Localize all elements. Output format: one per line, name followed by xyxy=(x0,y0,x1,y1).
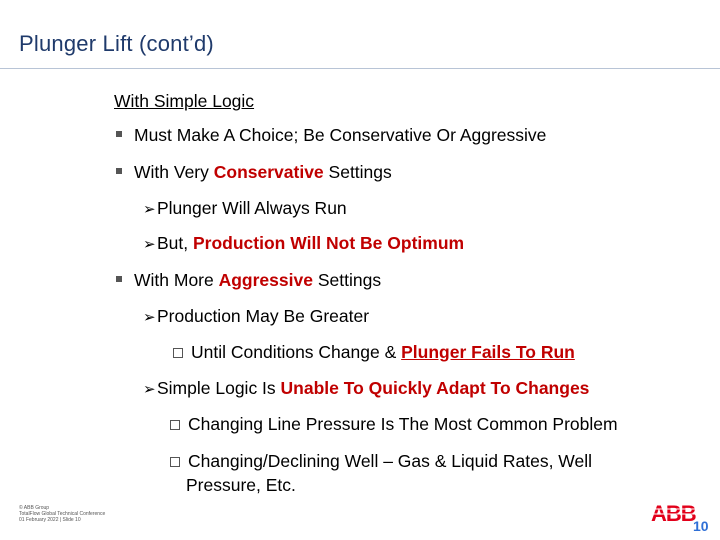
footer-copyright: © ABB Group xyxy=(19,505,50,511)
logo-text: ABB xyxy=(651,503,696,523)
subbullet-emphasis: Production Will Not Be Optimum xyxy=(193,233,465,253)
square-bullet-icon xyxy=(116,168,122,174)
bullet-conservative xyxy=(116,162,392,182)
subbullet-simple-logic xyxy=(143,378,589,400)
checkbox-bullet-icon xyxy=(173,348,183,358)
subsubbullet-text-pre: Until Conditions Change & xyxy=(191,342,402,362)
subbullet-text-pre: Simple Logic Is xyxy=(157,378,281,398)
subsubbullet-line-pressure xyxy=(170,414,618,434)
arrow-bullet-icon: ➢ xyxy=(143,381,156,398)
square-bullet-icon xyxy=(116,131,122,137)
subbullet-always-run xyxy=(143,198,347,220)
checkbox-bullet-icon xyxy=(170,420,180,430)
subbullet-not-optimum xyxy=(143,233,464,255)
section-heading xyxy=(114,91,254,111)
section-heading-text: With Simple Logic xyxy=(114,91,255,111)
subbullet-production-greater xyxy=(143,306,369,328)
subsubbullet-text: Changing/Declining Well – Gas & Liquid Rates, Well xyxy=(188,451,593,471)
bullet-emphasis: Aggressive xyxy=(218,270,313,290)
subbullet-text: Production May Be Greater xyxy=(157,306,370,326)
arrow-bullet-icon: ➢ xyxy=(143,309,156,326)
bullet-text-post: Settings xyxy=(312,270,382,290)
square-bullet-icon xyxy=(116,276,122,282)
bullet-emphasis: Conservative xyxy=(213,162,324,182)
footer-date: 01 February 2022 | Slide 10 xyxy=(19,517,81,523)
subbullet-text: Plunger Will Always Run xyxy=(157,198,347,218)
subbullet-emphasis: Unable To Quickly Adapt To Changes xyxy=(280,378,590,398)
arrow-bullet-icon: ➢ xyxy=(143,201,156,218)
subsubbullet-until-conditions xyxy=(173,342,575,362)
subbullet-text-pre: But, xyxy=(157,233,193,253)
subsubbullet-declining-well xyxy=(170,451,592,471)
bullet-text-pre: With More xyxy=(134,270,219,290)
page-number: 10 xyxy=(693,518,709,534)
bullet-text: Must Make A Choice; Be Conservative Or Aggressive xyxy=(134,125,547,145)
slide-footer xyxy=(19,505,105,523)
bullet-text-post: Settings xyxy=(323,162,392,182)
subsubbullet-text: Changing Line Pressure Is The Most Common Problem xyxy=(188,414,618,434)
bullet-aggressive xyxy=(116,270,381,290)
title-divider xyxy=(0,68,720,69)
checkbox-bullet-icon xyxy=(170,457,180,467)
slide-title: Plunger Lift (cont’d) xyxy=(19,31,214,56)
subsubbullet-declining-well-cont: Pressure, Etc. xyxy=(186,475,296,495)
footer-conference: TotalFlow Global Technical Conference xyxy=(19,511,106,517)
subsubbullet-emphasis: Plunger Fails To Run xyxy=(401,342,575,362)
bullet-choice xyxy=(116,125,546,145)
bullet-text-pre: With Very xyxy=(134,162,214,182)
arrow-bullet-icon: ➢ xyxy=(143,236,156,253)
